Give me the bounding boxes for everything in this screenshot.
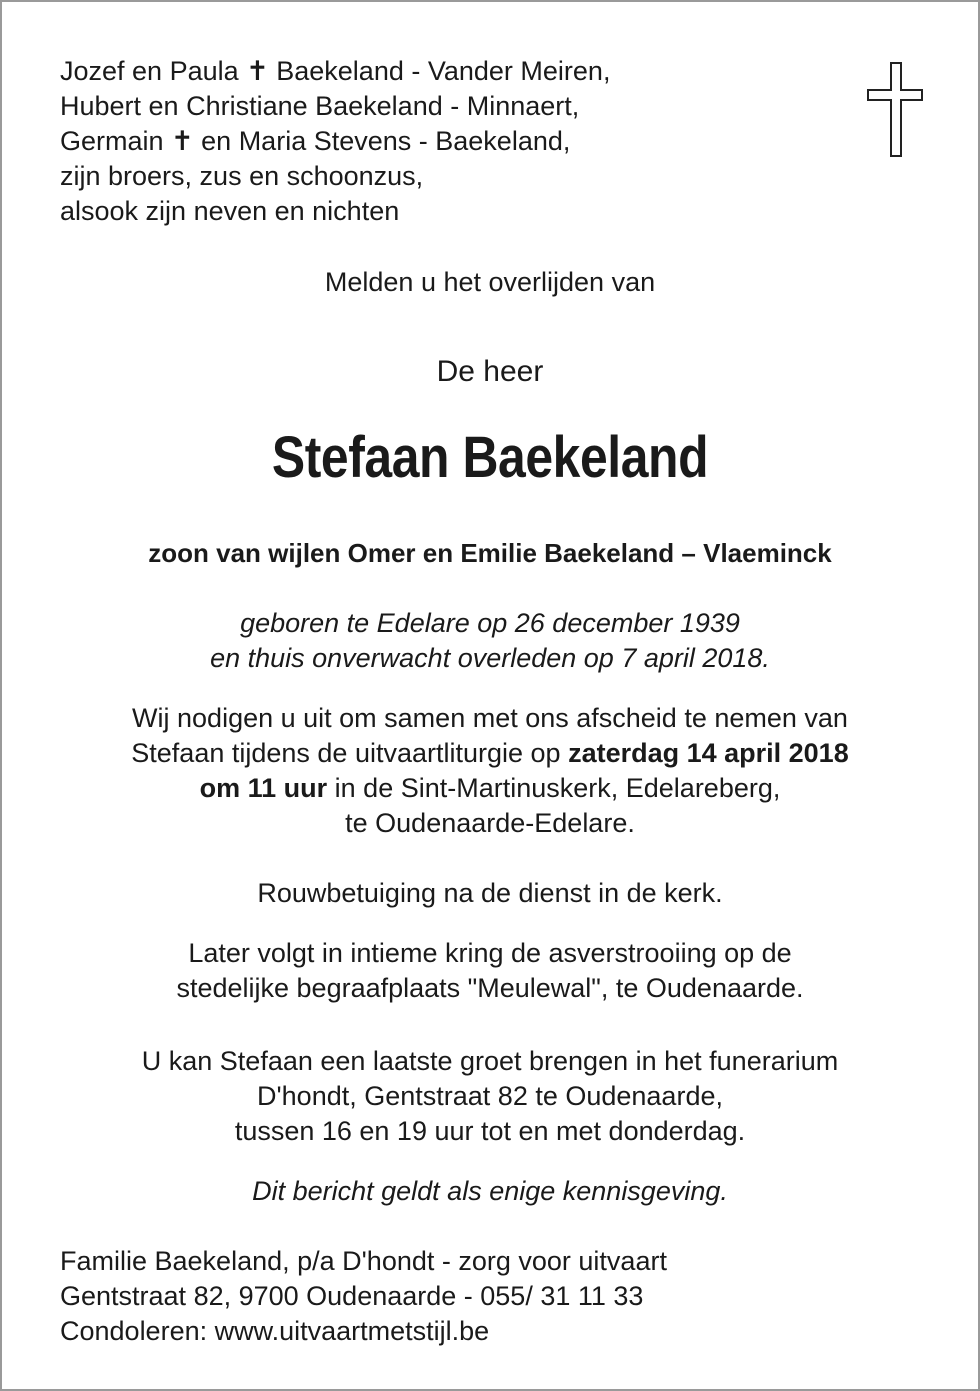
birth-line: geboren te Edelare op 26 december 1939 (240, 608, 740, 638)
invite-line (0, 736, 980, 771)
family-line: Hubert en Christiane Baekeland - Minnaert, (60, 91, 580, 121)
family-list (60, 54, 860, 229)
family-line: Jozef en Paula ✝ Baekeland - Vander Meiren, (60, 56, 611, 86)
invite-text: Stefaan tijdens de uitvaartliturgie op (131, 738, 569, 768)
visit-line: tussen 16 en 19 uur tot en met donderdag. (234, 1116, 746, 1146)
scattering-line: stedelijke begraafplaats "Meulewal", te Oudenaarde. (176, 973, 804, 1003)
visitation-info (0, 1044, 980, 1149)
honorific: De heer (436, 355, 544, 388)
family-line: Germain ✝ en Maria Stevens - Baekeland, (60, 126, 571, 156)
announcement: Melden u het overlijden van (324, 267, 656, 297)
contact-info (60, 1244, 860, 1349)
invite-line (0, 771, 980, 806)
funeral-time: om 11 uur (199, 773, 328, 803)
cross-icon (866, 62, 924, 158)
scattering-info (0, 936, 980, 1006)
contact-line: Gentstraat 82, 9700 Oudenaarde - 055/ 31 11 33 (60, 1281, 644, 1311)
invite-line: Wij nodigen u uit om samen met ons afscheid te nemen van (132, 703, 848, 733)
notice-statement: Dit bericht geldt als enige kennisgeving. (252, 1176, 728, 1206)
condolence-info: Rouwbetuiging na de dienst in de kerk. (257, 878, 723, 908)
family-line: alsook zijn neven en nichten (60, 196, 400, 226)
invite-text: in de Sint-Martinuskerk, Edelareberg, (327, 773, 781, 803)
parents-line: zoon van wijlen Omer en Emilie Baekeland – Vlaeminck (148, 538, 832, 568)
life-dates (0, 606, 980, 676)
funeral-date: zaterdag 14 april 2018 (568, 738, 849, 768)
visit-line: U kan Stefaan een laatste groet brengen in het funerarium (141, 1046, 839, 1076)
contact-line: Condoleren: www.uitvaartmetstijl.be (60, 1316, 490, 1346)
funeral-invitation (0, 701, 980, 841)
deceased-name: Stefaan Baekeland (271, 425, 709, 490)
family-line: zijn broers, zus en schoonzus, (60, 161, 424, 191)
scattering-line: Later volgt in intieme kring de asverstrooiing op de (188, 938, 792, 968)
invite-line: te Oudenaarde-Edelare. (345, 808, 635, 838)
visit-line: D'hondt, Gentstraat 82 te Oudenaarde, (257, 1081, 723, 1111)
death-line: en thuis onverwacht overleden op 7 april 2018. (210, 643, 770, 673)
contact-line: Familie Baekeland, p/a D'hondt - zorg voor uitvaart (60, 1246, 667, 1276)
